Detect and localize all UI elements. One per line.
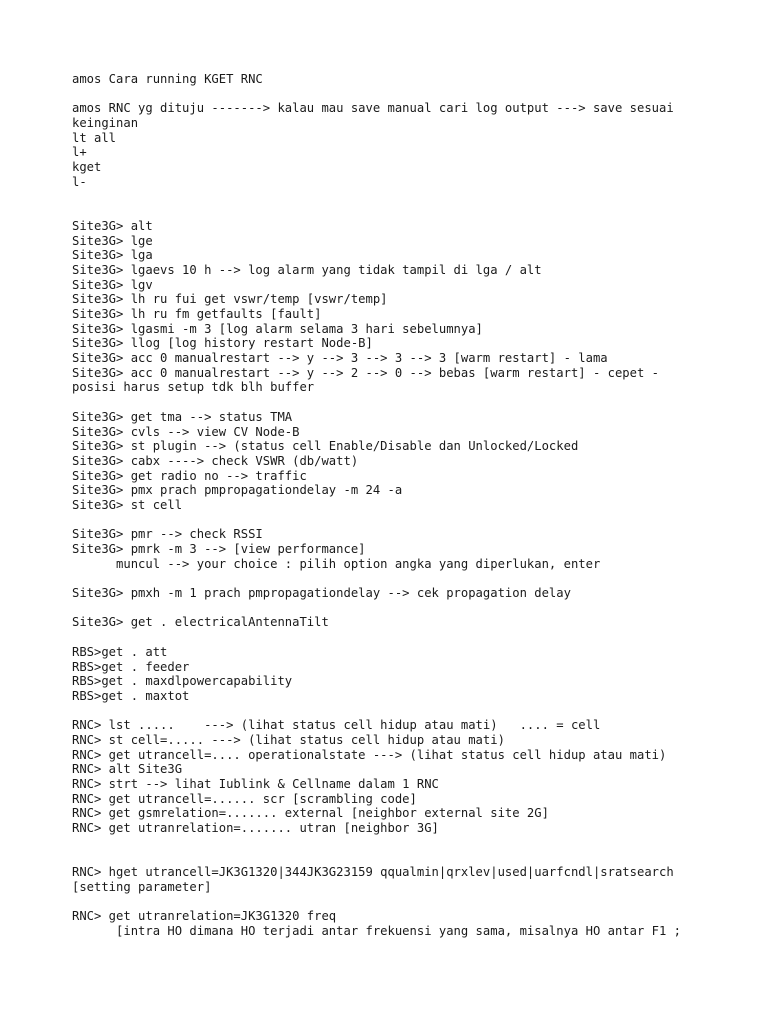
- line-site-lgasmi: Site3G> lgasmi -m 3 [log alarm selama 3 hari sebelumnya]: [72, 321, 483, 336]
- line-cmd-l-plus: l+: [72, 145, 87, 160]
- blank-line: [72, 630, 752, 645]
- blank-line: [72, 204, 752, 219]
- line-site-llog: Site3G> llog [log history restart Node-B]: [72, 336, 373, 351]
- blank-line: [72, 850, 752, 865]
- blank-line: [72, 601, 752, 616]
- line-rnc-intra-ho: [intra HO dimana HO terjadi antar frekuensi yang sama, misalnya HO antar F1 ;: [72, 923, 682, 938]
- line-rnc-gsmrelation: RNC> get gsmrelation=....... external [neighbor external site 2G]: [72, 806, 549, 821]
- line-rbs-att: RBS>get . att: [72, 644, 168, 659]
- line-rnc-lst: RNC> lst ..... ---> (lihat status cell hidup atau mati) .... = cell: [72, 718, 601, 733]
- line-site-st-plugin: Site3G> st plugin --> (status cell Enable/Disable dan Unlocked/Locked: [72, 439, 579, 454]
- line-site-pmx: Site3G> pmx prach pmpropagationdelay -m 24 -a: [72, 483, 403, 498]
- line-site-lgaevs: Site3G> lgaevs 10 h --> log alarm yang tidak tampil di lga / alt: [72, 262, 542, 277]
- line-site-get-radio: Site3G> get radio no --> traffic: [72, 468, 307, 483]
- line-rnc-scr: RNC> get utrancell=...... scr [scrambling code]: [72, 791, 417, 806]
- line-rbs-maxdl: RBS>get . maxdlpowercapability: [72, 674, 293, 689]
- line-site-pmrk: Site3G> pmrk -m 3 --> [view performance]: [72, 542, 366, 556]
- line-rnc-strt: RNC> strt --> lihat Iublink & Cellname dalam 1 RNC: [72, 777, 439, 791]
- line-site-acc-cepet: Site3G> acc 0 manualrestart --> y --> 2 --> 0 --> bebas [warm restart] - cepet -: [72, 365, 659, 380]
- line-site-pmrk-cont: muncul --> your choice : pilih option angka yang diperlukan, enter: [72, 556, 601, 571]
- line-rbs-maxtot: RBS>get . maxtot: [72, 688, 190, 703]
- blank-line: [72, 571, 752, 586]
- line-rnc-get-freq: RNC> get utranrelation=JK3G1320 freq: [72, 909, 337, 924]
- line-intro-cont: keinginan: [72, 116, 139, 131]
- blank-line: [72, 87, 752, 102]
- line-site-lh-fault: Site3G> lh ru fm getfaults [fault]: [72, 307, 322, 321]
- blank-line: [72, 513, 752, 528]
- line-site-lga: Site3G> lga: [72, 248, 153, 263]
- line-site-acc-cepet-cont: posisi harus setup tdk blh buffer: [72, 380, 315, 395]
- line-cmd-kget: kget: [72, 160, 102, 175]
- line-site-pmr: Site3G> pmr --> check RSSI: [72, 527, 263, 542]
- line-site-cabx: Site3G> cabx ----> check VSWR (db/watt): [72, 453, 359, 468]
- line-rnc-st-cell: RNC> st cell=..... ---> (lihat status cell hidup atau mati): [72, 732, 505, 747]
- line-cmd-lt-all: lt all: [72, 130, 117, 145]
- line-cmd-l-minus: l-: [72, 174, 87, 189]
- line-site-cvls: Site3G> cvls --> view CV Node-B: [72, 424, 300, 439]
- line-site-alt: Site3G> alt: [72, 218, 153, 233]
- line-site-pmxh: Site3G> pmxh -m 1 prach pmpropagationdelay --> cek propagation delay: [72, 586, 571, 601]
- blank-line: [72, 190, 752, 205]
- line-site-acc-lama: Site3G> acc 0 manualrestart --> y --> 3 --> 3 --> 3 [warm restart] - lama: [72, 351, 608, 366]
- document-page: [72, 72, 752, 939]
- line-site-lge: Site3G> lge: [72, 233, 153, 248]
- line-site-lgv: Site3G> lgv: [72, 277, 153, 292]
- line-rnc-utranrelation: RNC> get utranrelation=....... utran [neighbor 3G]: [72, 821, 439, 836]
- blank-line: [72, 836, 752, 851]
- line-intro: amos RNC yg dituju -------> kalau mau save manual cari log output ---> save sesuai: [72, 101, 674, 116]
- line-rnc-hget-cont: [setting parameter]: [72, 879, 212, 894]
- blank-line: [72, 395, 752, 410]
- line-site-st-cell: Site3G> st cell: [72, 497, 183, 512]
- line-site-get-tma: Site3G> get tma --> status TMA: [72, 409, 293, 424]
- line-site-lh-vswr: Site3G> lh ru fui get vswr/temp [vswr/temp]: [72, 292, 388, 307]
- line-title: amos Cara running KGET RNC: [72, 72, 263, 86]
- line-rnc-alt: RNC> alt Site3G: [72, 762, 183, 777]
- line-site-tilt: Site3G> get . electricalAntennaTilt: [72, 615, 329, 630]
- line-rnc-hget: RNC> hget utrancell=JK3G1320|344JK3G23159 qqualmin|qrxlev|used|uarfcndl|sratsearch: [72, 865, 674, 880]
- blank-line: [72, 895, 752, 910]
- line-rnc-get-opstate: RNC> get utrancell=.... operationalstate ---> (lihat status cell hidup atau mati): [72, 747, 667, 762]
- line-rbs-feeder: RBS>get . feeder: [72, 659, 190, 674]
- blank-line: [72, 704, 752, 719]
